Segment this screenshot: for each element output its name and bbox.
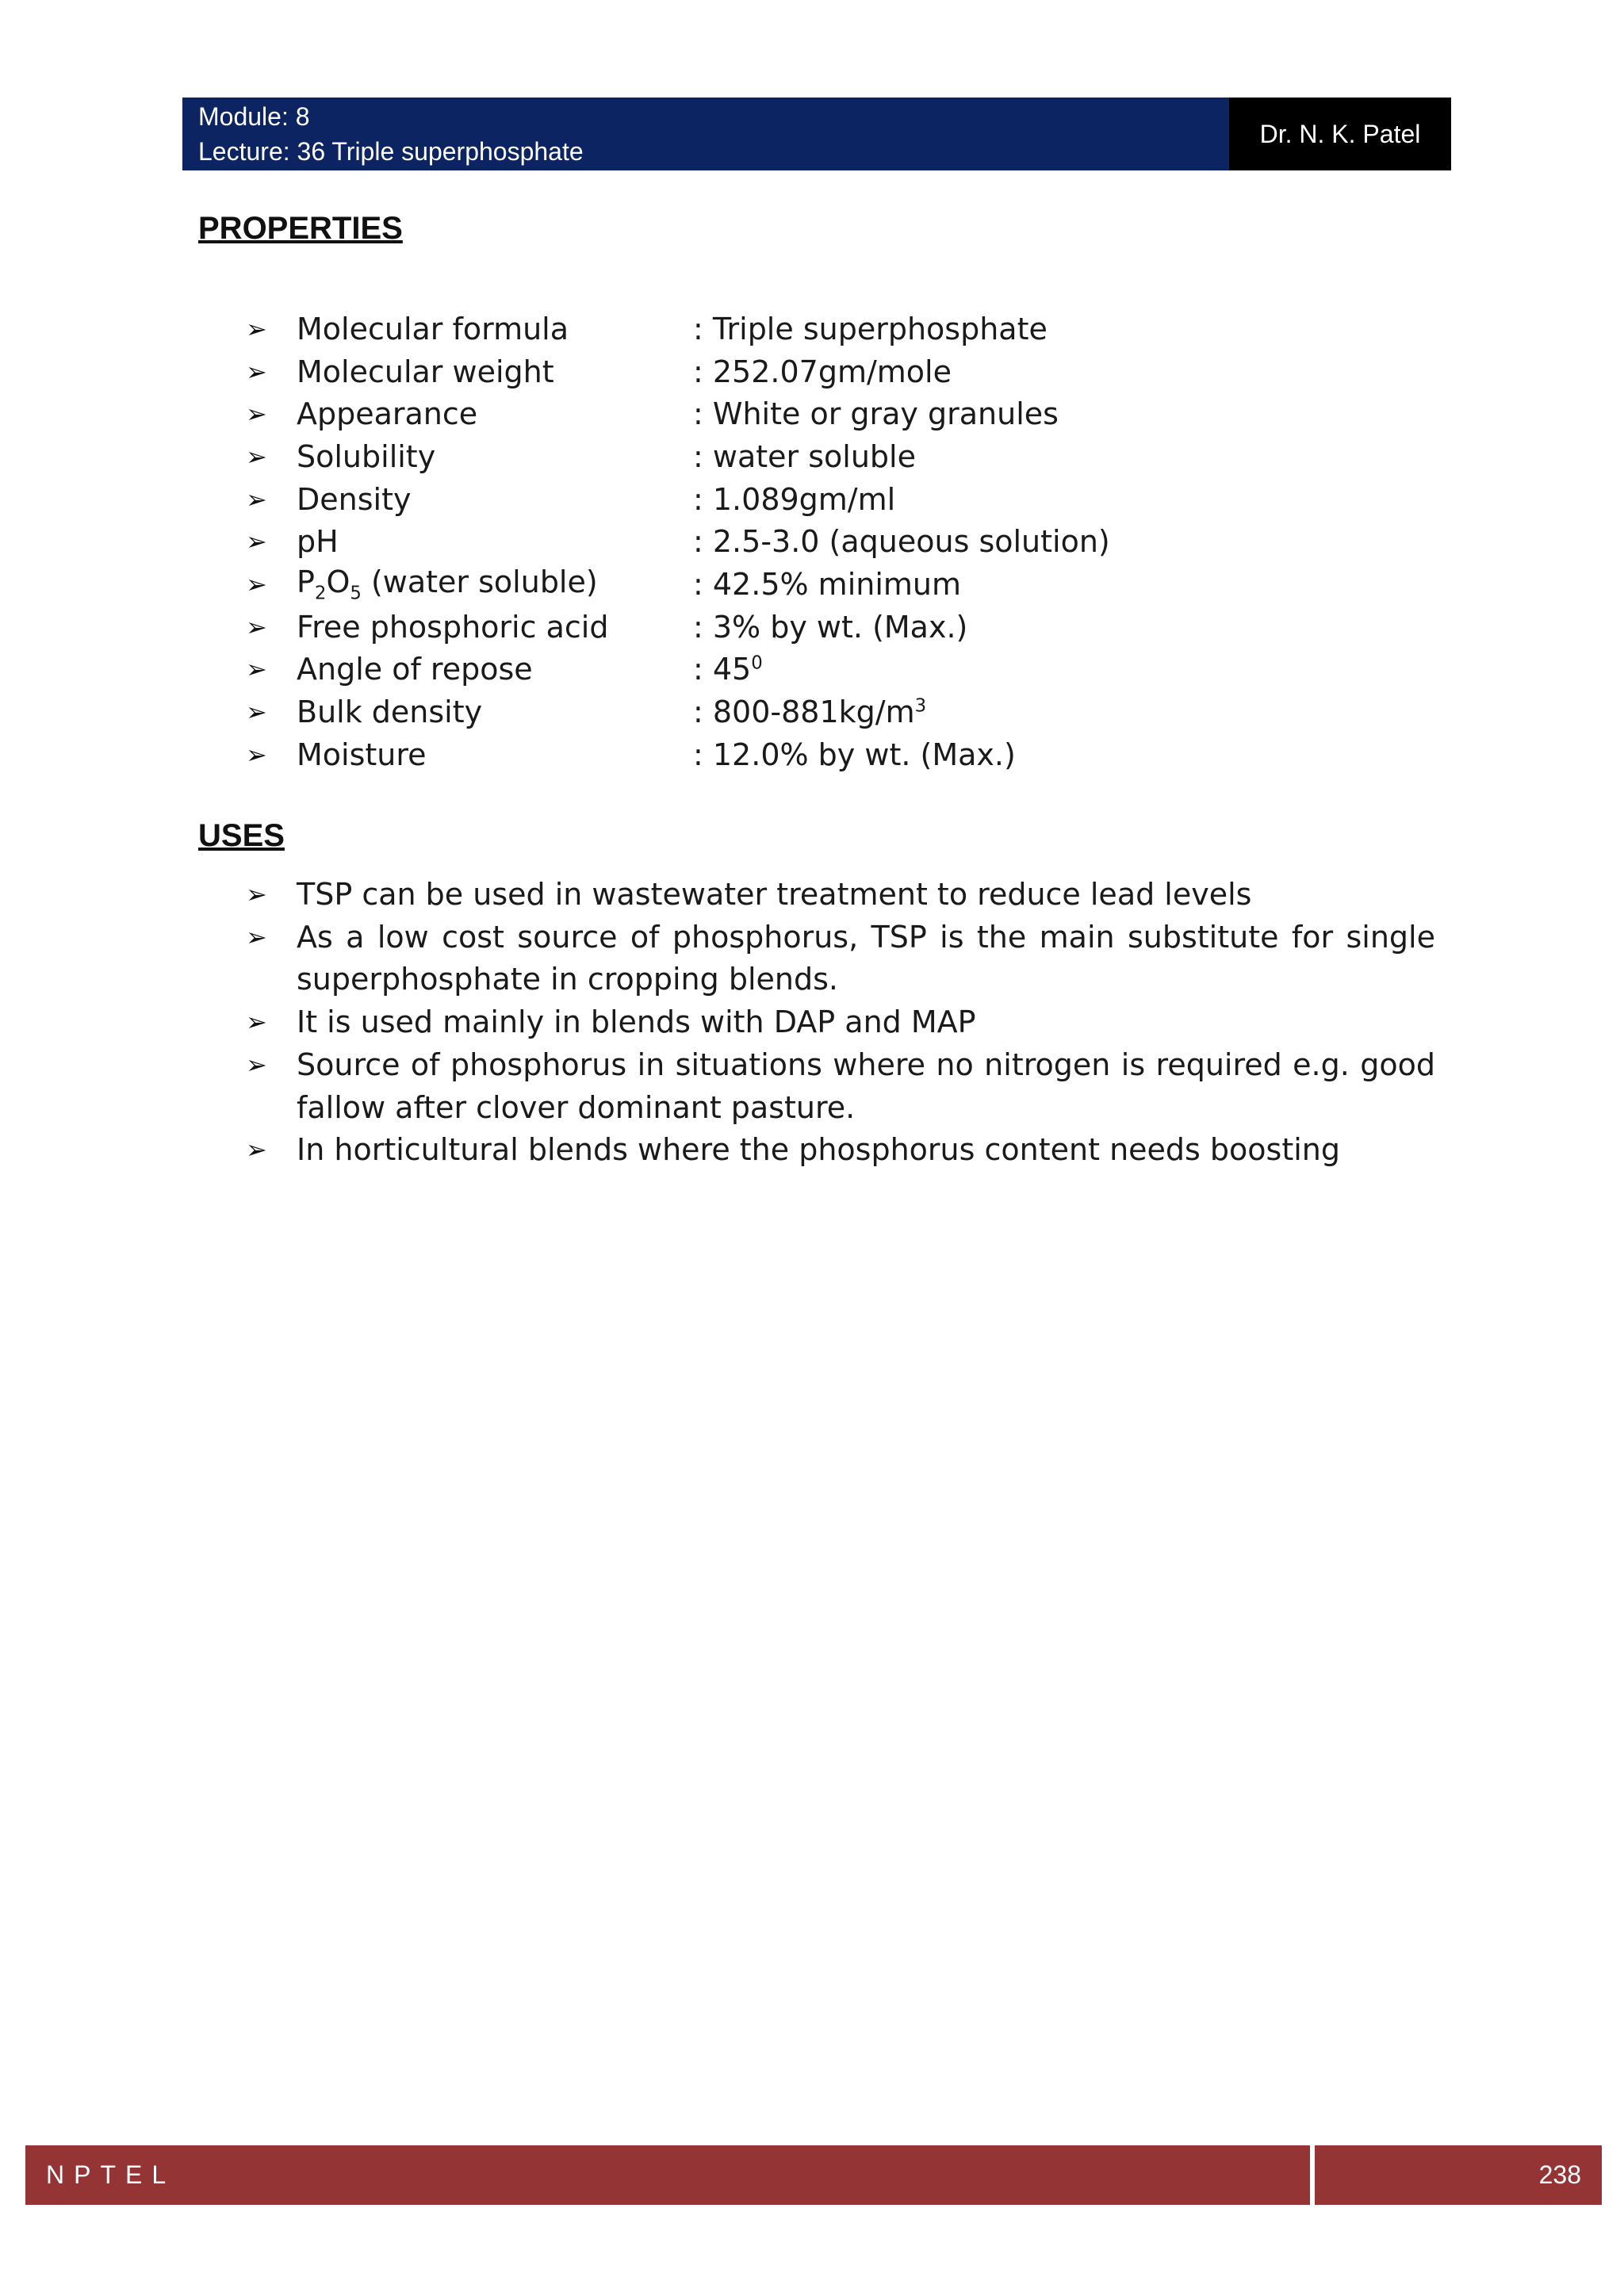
footer-nptel: NPTEL <box>25 2145 1310 2205</box>
author-label: Dr. N. K. Patel <box>1229 98 1451 170</box>
property-value: : 252.07gm/mole <box>693 354 952 389</box>
property-name <box>297 564 693 604</box>
arrow-bullet-icon: ➢ <box>246 921 267 952</box>
arrow-bullet-icon: ➢ <box>246 526 267 557</box>
value-main: : 800-881kg/m <box>693 695 915 730</box>
arrow-bullet-icon: ➢ <box>246 879 267 909</box>
property-value <box>693 652 763 687</box>
property-name: Solubility <box>297 438 436 474</box>
property-name: Appearance <box>297 396 478 432</box>
property-value: : water soluble <box>693 438 916 474</box>
arrow-bullet-icon: ➢ <box>246 1135 267 1165</box>
property-row <box>246 606 1110 649</box>
formula-part: P <box>297 564 315 600</box>
property-value: : Triple superphosphate <box>693 311 1048 346</box>
formula-part: (water soluble) <box>361 564 598 600</box>
use-text: In horticultural blends where the phosphorus content needs boosting <box>297 1132 1340 1168</box>
property-value: : 3% by wt. (Max.) <box>693 609 968 645</box>
arrow-bullet-icon: ➢ <box>246 1007 267 1038</box>
page-number: 238 <box>1315 2145 1602 2205</box>
property-name: Molecular formula <box>297 311 569 346</box>
property-row <box>246 563 1110 606</box>
use-item <box>246 1044 1435 1129</box>
property-name: Moisture <box>297 737 427 772</box>
property-row <box>246 733 1110 776</box>
value-superscript: 3 <box>914 695 927 717</box>
property-value: : 12.0% by wt. (Max.) <box>693 737 1016 772</box>
value-main: : 45 <box>693 652 752 687</box>
arrow-bullet-icon: ➢ <box>246 441 267 472</box>
uses-list <box>246 874 1435 1172</box>
use-text: Source of phosphorus in situations where no nitrogen is required e.g. good fallow after clover dominant pasture. <box>297 1047 1435 1125</box>
use-item <box>246 1001 1435 1044</box>
property-value <box>693 695 926 729</box>
property-row <box>246 392 1110 435</box>
property-name: pH <box>297 524 339 560</box>
use-text: TSP can be used in wastewater treatment to reduce lead levels <box>297 877 1252 912</box>
uses-heading: USES <box>198 818 285 853</box>
properties-heading: PROPERTIES <box>198 211 403 246</box>
lecture-label: Lecture: 36 Triple superphosphate <box>198 137 584 166</box>
arrow-bullet-icon: ➢ <box>246 654 267 685</box>
page-header <box>182 98 1451 170</box>
module-label: Module: 8 <box>198 102 310 131</box>
use-item <box>246 1129 1435 1172</box>
property-value: : 1.089gm/ml <box>693 481 896 517</box>
arrow-bullet-icon: ➢ <box>246 399 267 430</box>
properties-list <box>246 308 1110 776</box>
arrow-bullet-icon: ➢ <box>246 313 267 344</box>
arrow-bullet-icon: ➢ <box>246 356 267 387</box>
formula-subscript: 5 <box>350 583 362 604</box>
arrow-bullet-icon: ➢ <box>246 739 267 770</box>
value-superscript: 0 <box>751 652 763 674</box>
use-item <box>246 874 1435 916</box>
module-lecture-banner <box>182 98 1229 170</box>
use-text: It is used mainly in blends with DAP and MAP <box>297 1004 976 1040</box>
property-row <box>246 520 1110 563</box>
arrow-bullet-icon: ➢ <box>246 1049 267 1080</box>
property-row <box>246 649 1110 691</box>
arrow-bullet-icon: ➢ <box>246 697 267 728</box>
property-name: Molecular weight <box>297 354 554 389</box>
property-value: : 42.5% minimum <box>693 566 962 602</box>
use-text: As a low cost source of phosphorus, TSP is the main substitute for single superphosphate in cropping blends. <box>297 919 1435 997</box>
property-value: : 2.5-3.0 (aqueous solution) <box>693 524 1110 560</box>
property-name: Angle of repose <box>297 652 533 687</box>
property-row <box>246 435 1110 478</box>
property-row <box>246 350 1110 393</box>
use-item <box>246 916 1435 1001</box>
property-name: Free phosphoric acid <box>297 609 609 645</box>
property-row <box>246 478 1110 521</box>
property-value: : White or gray granules <box>693 396 1059 432</box>
arrow-bullet-icon: ➢ <box>246 484 267 515</box>
arrow-bullet-icon: ➢ <box>246 568 267 599</box>
formula-part: O <box>326 564 350 600</box>
arrow-bullet-icon: ➢ <box>246 611 267 642</box>
property-name: Bulk density <box>297 695 483 730</box>
formula-subscript: 2 <box>314 583 327 604</box>
property-name: Density <box>297 481 412 517</box>
property-row <box>246 691 1110 733</box>
property-row <box>246 308 1110 350</box>
